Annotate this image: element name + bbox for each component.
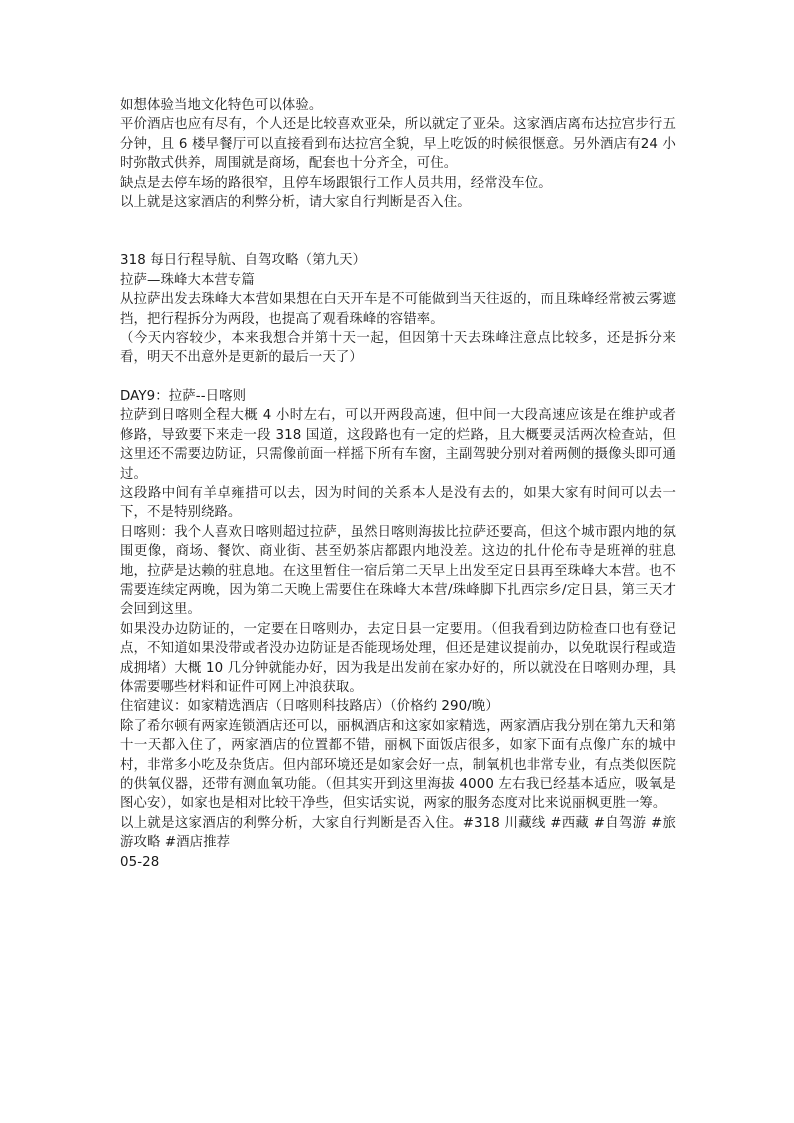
- document-page: [120, 96, 676, 872]
- paragraph-lodging-tip: 住宿建议：如家精选酒店（日喀则科技路店）（价格约 290/晚）: [120, 699, 499, 715]
- intro-paragraph: 从拉萨出发去珠峰大本营如果想在白天开车是不可能做到当天往返的，而且珠峰经常被云雾遮挡，把行程拆分为两段，也提高了观看珠峰的容错率。: [120, 292, 676, 327]
- day-heading: DAY9：拉萨--日喀则: [120, 388, 247, 404]
- paragraph-border-permit: 如果没办边防证的，一定要在日喀则办，去定日县一定要用。（但我看到边防检查口也有登记点，不知道如果没带或者没办边防证是否能现场处理，但还是建议提前办，以免耽误行程或造成拥堵）大概 10 几分钟就能办好，因为我是出发前在家办好的，所以就没在日喀则办理，具体需要哪些材料和证件可网上冲浪获取。: [120, 621, 676, 695]
- paragraph-hotel-atour: 平价酒店也应有尽有，个人还是比较喜欢亚朵，所以就定了亚朵。这家酒店离布达拉宫步行五分钟，且 6 楼早餐厅可以直接看到布达拉宫全貌，早上吃饭的时候很惬意。另外酒店有24 小时弥散式供养，周围就是商场，配套也十分齐全，可住。: [120, 117, 676, 172]
- section-subtitle: 拉萨—珠峰大本营专篇: [120, 272, 255, 288]
- paragraph-hotel-cons: 缺点是去停车场的路很窄，且停车场跟银行工作人员共用，经常没车位。: [120, 175, 552, 191]
- paragraph-hotel-compare: 除了希尔顿有两家连锁酒店还可以，丽枫酒店和这家如家精选，两家酒店我分别在第九天和第十一天都入住了，两家酒店的位置都不错，丽枫下面饭店很多，如家下面有点像广东的城中村，非常多小吃及杂货店。但内部环境还是如家会好一点，制氧机也非常专业，有点类似医院的供氧仪器，还带有测血氧功能。（但其实开到这里海拔 4000 左右我已经基本适应，吸氧是图心安），如家也是相对比较干净些，但实话实说，两家的服务态度对比来说丽枫更胜一筹。: [120, 718, 676, 812]
- section-title: 318 每日行程导航、自驾攻略（第九天）: [120, 253, 367, 269]
- paragraph-culture: 如想体验当地文化特色可以体验。: [120, 98, 323, 113]
- paragraph-hotel-summary: 以上就是这家酒店的利弊分析，请大家自行判断是否入住。: [120, 195, 471, 211]
- section-gap: [120, 212, 676, 251]
- paragraph-summary-tags: 以上就是这家酒店的利弊分析，大家自行判断是否入住。#318 川藏线 #西藏 #自驾游 #旅游攻略 #酒店推荐: [120, 815, 676, 851]
- post-date: 05-28: [120, 854, 160, 870]
- section-gap: [120, 368, 676, 387]
- paragraph-route: 拉萨到日喀则全程大概 4 小时左右，可以开两段高速，但中间一大段高速应该是在维护或者修路，导致要下来走一段 318 国道，这段路也有一定的烂路，且大概要灵活两次检查站，但这里还不需要边防证，只需像前面一样摇下所有车窗，主副驾驶分别对着两侧的摄像头即可通过。: [120, 408, 676, 482]
- intro-note: （今天内容较少，本来我想合并第十天一起，但因第十天去珠峰注意点比较多，还是拆分来看，明天不出意外是更新的最后一天了）: [120, 331, 676, 366]
- paragraph-shigatse: 日喀则：我个人喜欢日喀则超过拉萨，虽然日喀则海拔比拉萨还要高，但这个城市跟内地的氛围更像，商场、餐饮、商业街、甚至奶茶店都跟内地没差。这边的扎什伦布寺是班禅的驻息地，拉萨是达赖的驻息地。在这里暂住一宿后第二天早上出发至定日县再至珠峰大本营。也不需要连续定两晚，因为第二天晚上需要住在珠峰大本营/珠峰脚下扎西宗乡/定日县，第三天才会回到这里。: [120, 524, 676, 618]
- paragraph-yamdrok: 这段路中间有羊卓雍措可以去，因为时间的关系本人是没有去的，如果大家有时间可以去一下，不是特别绕路。: [120, 485, 676, 521]
